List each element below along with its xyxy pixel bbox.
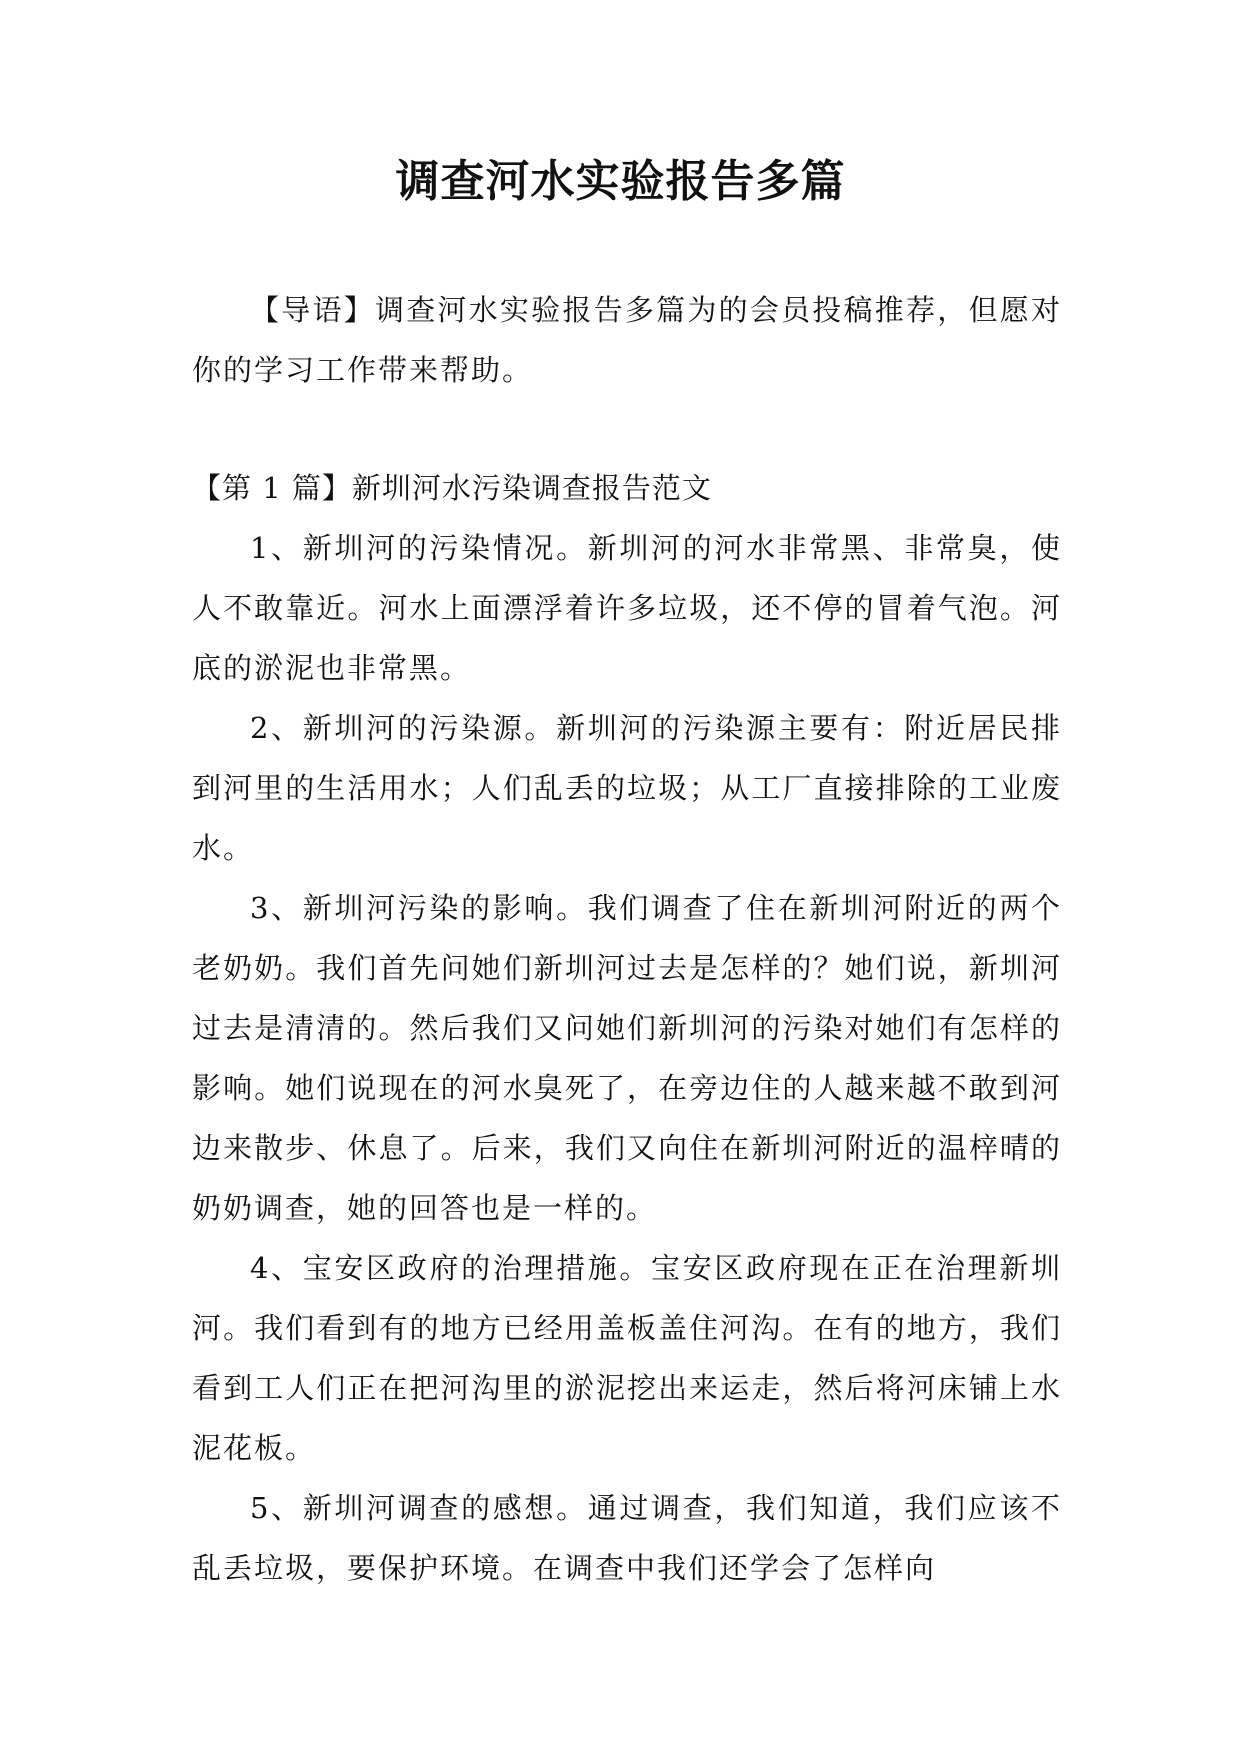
article-heading: 【第 1 篇】新圳河水污染调查报告范文: [192, 471, 712, 505]
intro-section: [192, 280, 1062, 400]
article-paragraph-2: 2、新圳河的污染源。新圳河的污染源主要有：附近居民排到河里的生活用水；人们乱丢的垃圾；从工厂直接排除的工业废水。: [192, 711, 1062, 865]
article-paragraph-1: 1、新圳河的污染情况。新圳河的河水非常黑、非常臭，使人不敢靠近。河水上面漂浮着许多垃圾，还不停的冒着气泡。河底的淤泥也非常黑。: [192, 531, 1062, 685]
article-paragraph-3: 3、新圳河污染的影响。我们调查了住在新圳河附近的两个老奶奶。我们首先问她们新圳河过去是怎样的？她们说，新圳河过去是清清的。然后我们又问她们新圳河的污染对她们有怎样的影响。她们说现在的河水臭死了，在旁边住的人越来越不敢到河边来散步、休息了。后来，我们又向住在新圳河附近的温梓晴的奶奶调查，她的回答也是一样的。: [192, 891, 1062, 1225]
intro-paragraph: 【导语】调查河水实验报告多篇为的会员投稿推荐，但愿对你的学习工作带来帮助。: [192, 293, 1062, 387]
article-section: [192, 458, 1062, 1598]
article-paragraph-5: 5、新圳河调查的感想。通过调查，我们知道，我们应该不乱丢垃圾，要保护环境。在调查中我们还学会了怎样向: [192, 1491, 1062, 1585]
article-paragraph-4: 4、宝安区政府的治理措施。宝安区政府现在正在治理新圳河。我们看到有的地方已经用盖板盖住河沟。在有的地方，我们看到工人们正在把河沟里的淤泥挖出来运走，然后将河床铺上水泥花板。: [192, 1251, 1062, 1465]
document-title: 调查河水实验报告多篇: [395, 156, 846, 207]
